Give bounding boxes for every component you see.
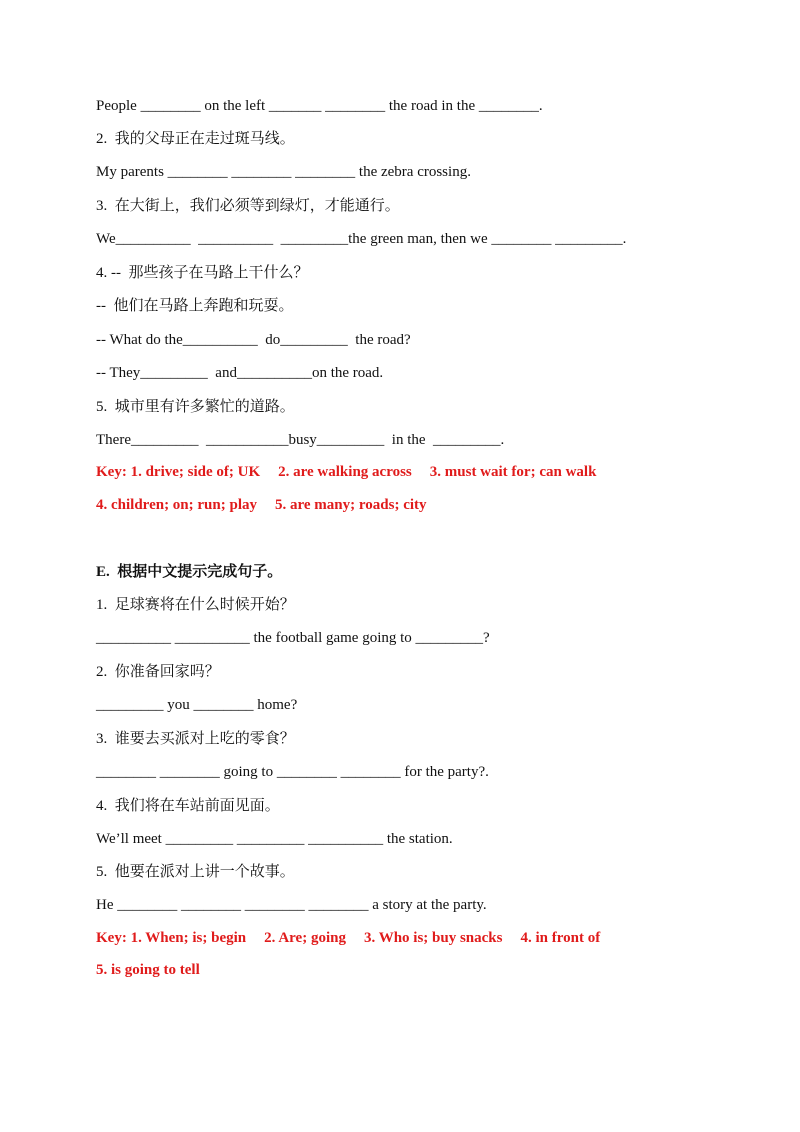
- exercise-prompt: 5. 城市里有许多繁忙的道路。: [96, 399, 295, 415]
- exercise-line: -- They_________ and__________on the road.: [96, 365, 384, 381]
- exercise-line: People ________ on the left _______ ________ the road in the ________.: [96, 98, 543, 114]
- exercise-line: -- What do the__________ do_________ the road?: [96, 332, 411, 348]
- answer-key-line: [96, 960, 760, 980]
- exercise-line: __________ __________ the football game going to _________?: [96, 630, 490, 646]
- exercise-line: _________ you ________ home?: [96, 697, 298, 713]
- exercise-line: There_________ ___________busy_________ in the _________.: [96, 432, 505, 448]
- answer-key-item: 5. is going to tell: [96, 962, 200, 978]
- answer-key-line: [96, 495, 760, 515]
- answer-key-item: 3. must wait for; can walk: [429, 464, 597, 480]
- exercise-line: We’ll meet _________ _________ __________ the station.: [96, 831, 453, 847]
- exercise-prompt: -- 他们在马路上奔跑和玩耍。: [96, 298, 294, 314]
- exercise-line: We__________ __________ _________the green man, then we ________ _________.: [96, 231, 627, 247]
- answer-key-item: 2. are walking across: [278, 464, 412, 480]
- exercise-line: He ________ ________ ________ ________ a story at the party.: [96, 897, 487, 913]
- answer-key-item: 2. Are; going: [264, 930, 346, 946]
- exercise-prompt: 1. 足球赛将在什么时候开始？: [96, 597, 295, 613]
- answer-key-item: 4. in front of: [520, 930, 601, 946]
- exercise-prompt: 4. -- 那些孩子在马路上干什么？: [96, 265, 309, 281]
- exercise-prompt: 5. 他要在派对上讲一个故事。: [96, 864, 295, 880]
- exercise-prompt: 3. 谁要去买派对上吃的零食？: [96, 731, 295, 747]
- exercise-prompt: 3. 在大街上，我们必须等到绿灯，才能通行。: [96, 198, 400, 214]
- exercise-prompt: 4. 我们将在车站前面见面。: [96, 798, 280, 814]
- answer-key-item: 5. are many; roads; city: [275, 497, 427, 513]
- exercise-line: My parents ________ ________ ________ the zebra crossing.: [96, 164, 471, 180]
- exercise-prompt: 2. 你准备回家吗？: [96, 664, 220, 680]
- answer-key-item: Key: 1. drive; side of; UK: [96, 464, 261, 480]
- exercise-line: ________ ________ going to ________ ________ for the party?.: [96, 764, 489, 780]
- answer-key-item: 4. children; on; run; play: [96, 497, 257, 513]
- answer-key-item: 3. Who is; buy snacks: [363, 930, 503, 946]
- answer-key-line: [96, 928, 760, 948]
- section-heading: E. 根据中文提示完成句子。: [96, 564, 283, 580]
- exercise-prompt: 2. 我的父母正在走过斑马线。: [96, 131, 295, 147]
- answer-key-line: [96, 462, 760, 482]
- answer-key-item: Key: 1. When; is; begin: [96, 930, 247, 946]
